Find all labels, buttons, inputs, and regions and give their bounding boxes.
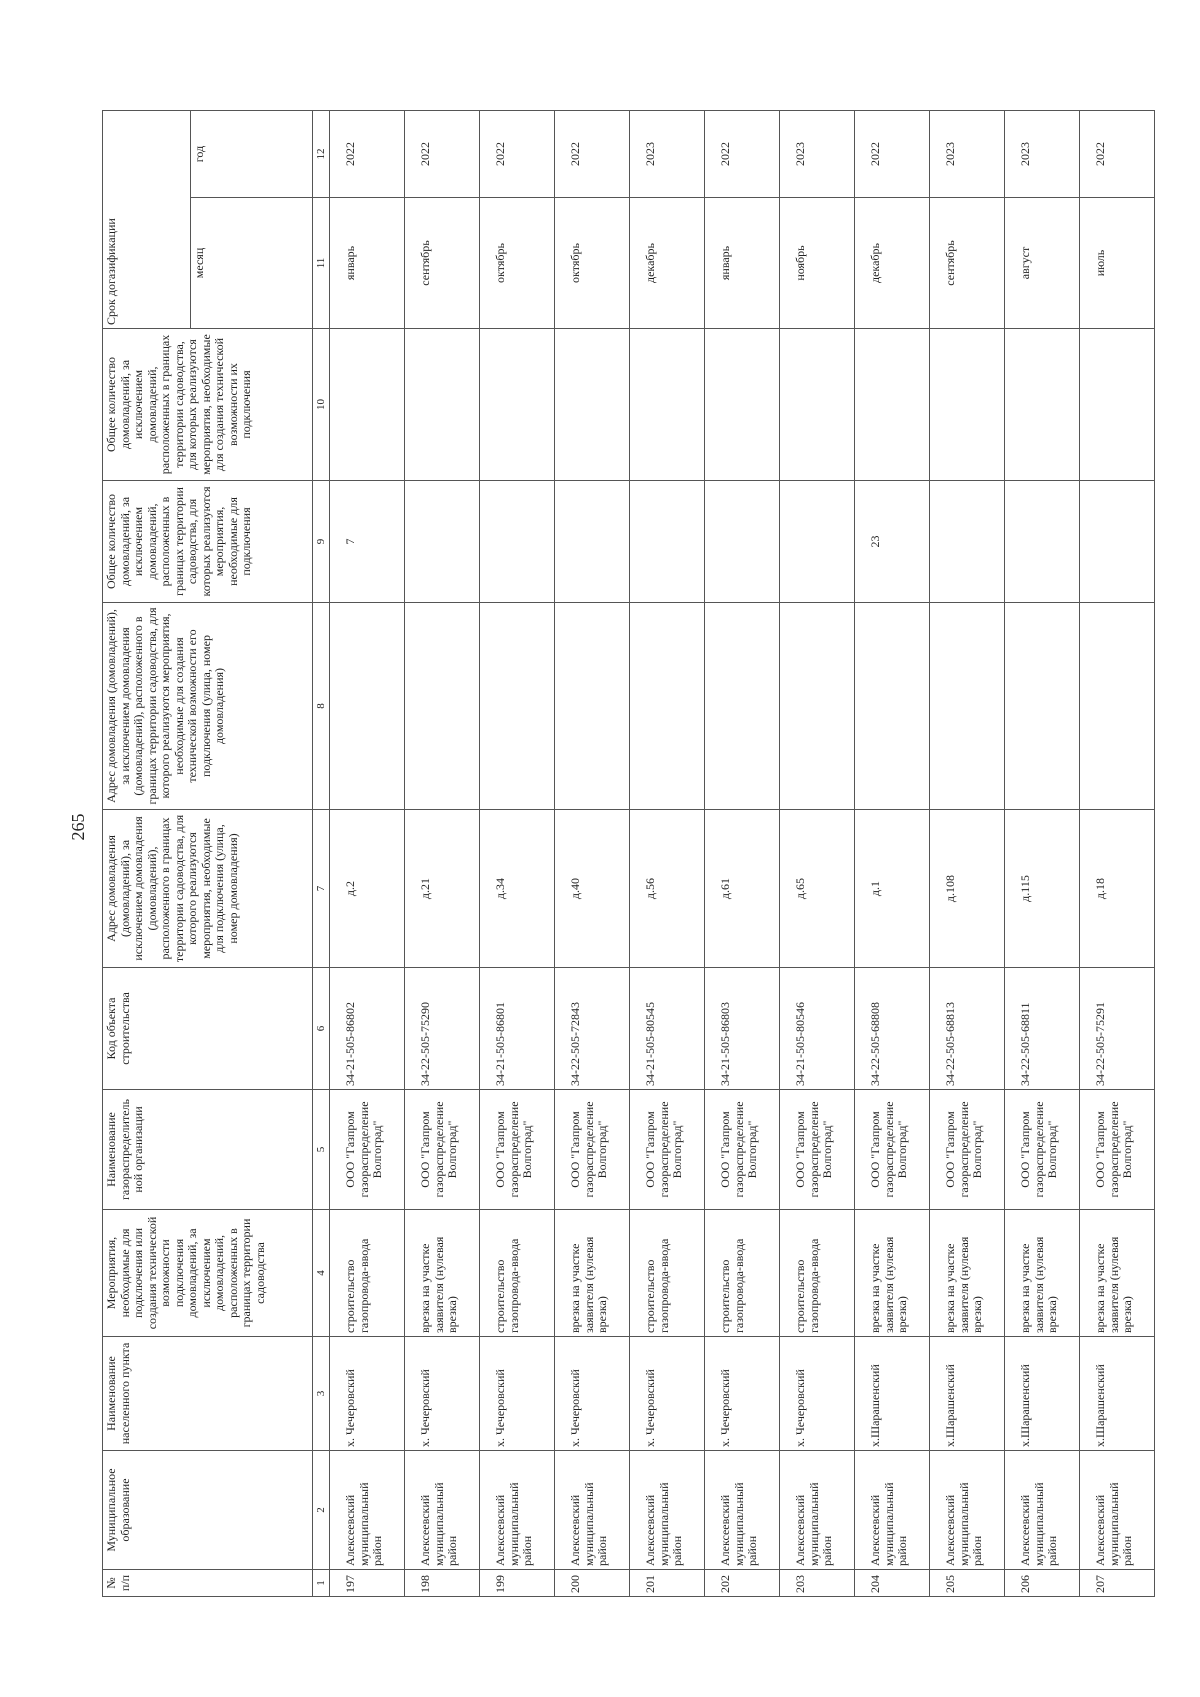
header-year: год (191, 110, 313, 197)
cell-count-capability (405, 329, 480, 481)
cell-object-code: 34-22-505-68813 (930, 968, 1005, 1090)
cell-gas-org: ООО "Газпром газораспределение Волгоград" (780, 1090, 855, 1210)
cell-object-code: 34-22-505-72843 (555, 968, 630, 1090)
cell-measure: врезка на участке заявителя (нулевая врезка) (405, 1210, 480, 1337)
cell-address-capability (1080, 603, 1155, 810)
cell-address-capability (330, 603, 405, 810)
cell-object-code: 34-21-505-86802 (330, 968, 405, 1090)
cell-deadline-year: 2023 (630, 110, 705, 197)
cell-gas-org: ООО "Газпром газораспределение Волгоград" (555, 1090, 630, 1210)
header-gas-org: Наименование газораспределитель ной организации (103, 1090, 313, 1210)
table-row (930, 110, 1005, 1596)
cell-count-connection (630, 481, 705, 603)
cell-deadline-month: август (1005, 198, 1080, 329)
header-address-capability: Адрес домовладения (домовладений), за исключением домовладения (домовладений), расположенного в границах территории садоводства, для которого реализуются мероприятия, необходимые для создания технической возможности его подключения (улица, номер домовладения) (103, 603, 313, 810)
cell-gas-org: ООО "Газпром газораспределение Волгоград" (405, 1090, 480, 1210)
header-settlement: Наименование населенного пункта (103, 1337, 313, 1451)
cell-measure: строительство газопровода-ввода (480, 1210, 555, 1337)
cell-object-code: 34-21-505-86803 (705, 968, 780, 1090)
cell-deadline-year: 2023 (780, 110, 855, 197)
cell-deadline-year: 2022 (855, 110, 930, 197)
cell-measure: врезка на участке заявителя (нулевая врезка) (1005, 1210, 1080, 1337)
page-number: 265 (68, 813, 88, 841)
cell-settlement: х.Шарашенский (1005, 1337, 1080, 1451)
table-row (780, 110, 855, 1596)
cell-settlement: х.Шарашенский (1080, 1337, 1155, 1451)
cell-address-connection: д.61 (705, 810, 780, 968)
cell-municipality: Алексеевский муниципальный район (555, 1451, 630, 1570)
cell-municipality: Алексеевский муниципальный район (480, 1451, 555, 1570)
header-object-code: Код объекта строительства (103, 968, 313, 1090)
cell-measure: врезка на участке заявителя (нулевая врезка) (930, 1210, 1005, 1337)
cell-count-capability (1005, 329, 1080, 481)
cell-deadline-month: сентябрь (405, 198, 480, 329)
cell-address-connection: д.2 (330, 810, 405, 968)
cell-gas-org: ООО "Газпром газораспределение Волгоград" (930, 1090, 1005, 1210)
cell-count-capability (1080, 329, 1155, 481)
cell-object-code: 34-21-505-80546 (780, 968, 855, 1090)
cell-count-capability (930, 329, 1005, 481)
cell-deadline-year: 2023 (1005, 110, 1080, 197)
cell-object-code: 34-22-505-68811 (1005, 968, 1080, 1090)
cell-municipality: Алексеевский муниципальный район (405, 1451, 480, 1570)
cell-count-capability (780, 329, 855, 481)
cell-settlement: х. Чечеровский (330, 1337, 405, 1451)
cell-address-connection: д.65 (780, 810, 855, 968)
cell-deadline-month: декабрь (855, 198, 930, 329)
cell-count-connection (1005, 481, 1080, 603)
cell-object-code: 34-22-505-68808 (855, 968, 930, 1090)
column-number: 6 (313, 968, 330, 1090)
cell-deadline-year: 2022 (705, 110, 780, 197)
table-header (103, 110, 330, 1596)
cell-deadline-month: январь (705, 198, 780, 329)
column-number: 3 (313, 1337, 330, 1451)
cell-address-connection: д.108 (930, 810, 1005, 968)
cell-municipality: Алексеевский муниципальный район (930, 1451, 1005, 1570)
cell-count-connection (705, 481, 780, 603)
cell-count-capability (330, 329, 405, 481)
cell-count-connection (780, 481, 855, 603)
cell-count-capability (855, 329, 930, 481)
header-count-capability: Общее количество домовладений, за исключением домовладений, расположенных в границах территории садоводства, для которых реализуются мероприятия, необходимые для создания технической возможности их подключения (103, 329, 313, 481)
rotated-table-wrapper (102, 111, 1162, 1597)
cell-address-capability (705, 603, 780, 810)
cell-settlement: х. Чечеровский (705, 1337, 780, 1451)
cell-municipality: Алексеевский муниципальный район (630, 1451, 705, 1570)
cell-settlement: х. Чечеровский (555, 1337, 630, 1451)
cell-row-number: 198 (405, 1570, 480, 1597)
cell-municipality: Алексеевский муниципальный район (780, 1451, 855, 1570)
cell-municipality: Алексеевский муниципальный район (330, 1451, 405, 1570)
cell-measure: строительство газопровода-ввода (780, 1210, 855, 1337)
cell-address-connection: д.18 (1080, 810, 1155, 968)
cell-measure: врезка на участке заявителя (нулевая врезка) (555, 1210, 630, 1337)
column-number: 12 (313, 110, 330, 197)
table-row (1080, 110, 1155, 1596)
table-row (480, 110, 555, 1596)
cell-count-capability (630, 329, 705, 481)
column-number: 8 (313, 603, 330, 810)
cell-settlement: х. Чечеровский (780, 1337, 855, 1451)
cell-deadline-month: ноябрь (780, 198, 855, 329)
cell-count-connection: 7 (330, 481, 405, 603)
cell-row-number: 202 (705, 1570, 780, 1597)
cell-gas-org: ООО "Газпром газораспределение Волгоград" (705, 1090, 780, 1210)
header-address-connection: Адрес домовладения (домовладений), за исключением домовладения (домовладений), расположенного в границах территории садоводства, для которого реализуются мероприятия, необходимые для подключения (улица, номер домовладения) (103, 810, 313, 968)
cell-count-capability (705, 329, 780, 481)
cell-deadline-year: 2022 (1080, 110, 1155, 197)
header-month: месяц (191, 198, 313, 329)
cell-object-code: 34-21-505-80545 (630, 968, 705, 1090)
cell-municipality: Алексеевский муниципальный район (855, 1451, 930, 1570)
cell-count-connection: 23 (855, 481, 930, 603)
table-row (405, 110, 480, 1596)
cell-row-number: 207 (1080, 1570, 1155, 1597)
cell-count-connection (1080, 481, 1155, 603)
cell-deadline-month: сентябрь (930, 198, 1005, 329)
cell-address-connection: д.1 (855, 810, 930, 968)
cell-address-capability (630, 603, 705, 810)
cell-gas-org: ООО "Газпром газораспределение Волгоград" (480, 1090, 555, 1210)
cell-measure: строительство газопровода-ввода (630, 1210, 705, 1337)
cell-settlement: х. Чечеровский (480, 1337, 555, 1451)
cell-measure: строительство газопровода-ввода (330, 1210, 405, 1337)
cell-row-number: 206 (1005, 1570, 1080, 1597)
table-row (855, 110, 930, 1596)
cell-count-connection (405, 481, 480, 603)
cell-deadline-month: октябрь (480, 198, 555, 329)
table-row (555, 110, 630, 1596)
cell-object-code: 34-21-505-86801 (480, 968, 555, 1090)
cell-row-number: 201 (630, 1570, 705, 1597)
cell-count-capability (555, 329, 630, 481)
cell-deadline-month: январь (330, 198, 405, 329)
cell-municipality: Алексеевский муниципальный район (705, 1451, 780, 1570)
cell-address-capability (480, 603, 555, 810)
cell-address-capability (1005, 603, 1080, 810)
column-number: 10 (313, 329, 330, 481)
cell-address-capability (780, 603, 855, 810)
table-row (630, 110, 705, 1596)
column-number: 9 (313, 481, 330, 603)
cell-measure: строительство газопровода-ввода (705, 1210, 780, 1337)
cell-address-connection: д.34 (480, 810, 555, 968)
cell-count-connection (930, 481, 1005, 603)
cell-count-connection (480, 481, 555, 603)
cell-object-code: 34-22-505-75290 (405, 968, 480, 1090)
cell-municipality: Алексеевский муниципальный район (1080, 1451, 1155, 1570)
cell-municipality: Алексеевский муниципальный район (1005, 1451, 1080, 1570)
table-body (330, 110, 1155, 1596)
cell-row-number: 204 (855, 1570, 930, 1597)
cell-count-capability (480, 329, 555, 481)
table-row (330, 110, 405, 1596)
header-municipality: Муниципальное образование (103, 1451, 313, 1570)
cell-address-capability (855, 603, 930, 810)
cell-deadline-year: 2022 (330, 110, 405, 197)
header-row-number: № п/п (103, 1570, 313, 1597)
cell-deadline-month: июль (1080, 198, 1155, 329)
cell-measure: врезка на участке заявителя (нулевая врезка) (1080, 1210, 1155, 1337)
cell-gas-org: ООО "Газпром газораспределение Волгоград" (1080, 1090, 1155, 1210)
cell-row-number: 199 (480, 1570, 555, 1597)
cell-gas-org: ООО "Газпром газораспределение Волгоград" (630, 1090, 705, 1210)
cell-gas-org: ООО "Газпром газораспределение Волгоград" (1005, 1090, 1080, 1210)
cell-deadline-month: октябрь (555, 198, 630, 329)
cell-address-connection: д.40 (555, 810, 630, 968)
cell-address-capability (930, 603, 1005, 810)
table-row (1005, 110, 1080, 1596)
column-number: 1 (313, 1570, 330, 1597)
column-number: 4 (313, 1210, 330, 1337)
cell-measure: врезка на участке заявителя (нулевая врезка) (855, 1210, 930, 1337)
cell-settlement: х.Шарашенский (930, 1337, 1005, 1451)
cell-gas-org: ООО "Газпром газораспределение Волгоград" (855, 1090, 930, 1210)
column-number: 2 (313, 1451, 330, 1570)
column-number: 5 (313, 1090, 330, 1210)
column-number: 11 (313, 198, 330, 329)
cell-settlement: х. Чечеровский (630, 1337, 705, 1451)
cell-deadline-year: 2022 (480, 110, 555, 197)
cell-settlement: х. Чечеровский (405, 1337, 480, 1451)
cell-settlement: х.Шарашенский (855, 1337, 930, 1451)
cell-row-number: 197 (330, 1570, 405, 1597)
cell-gas-org: ООО "Газпром газораспределение Волгоград" (330, 1090, 405, 1210)
cell-count-connection (555, 481, 630, 603)
cell-row-number: 205 (930, 1570, 1005, 1597)
cell-deadline-year: 2022 (555, 110, 630, 197)
cell-deadline-month: декабрь (630, 198, 705, 329)
cell-deadline-year: 2022 (405, 110, 480, 197)
gasification-table (102, 110, 1155, 1597)
column-number: 7 (313, 810, 330, 968)
cell-address-connection: д.21 (405, 810, 480, 968)
cell-row-number: 200 (555, 1570, 630, 1597)
cell-deadline-year: 2023 (930, 110, 1005, 197)
cell-address-connection: д.115 (1005, 810, 1080, 968)
cell-object-code: 34-22-505-75291 (1080, 968, 1155, 1090)
cell-address-connection: д.56 (630, 810, 705, 968)
table-row (705, 110, 780, 1596)
cell-address-capability (405, 603, 480, 810)
cell-row-number: 203 (780, 1570, 855, 1597)
header-count-connection: Общее количество домовладений, за исключением домовладений, расположенных в границах территории садоводства, для которых реализуются мероприятия, необходимые для подключения (103, 481, 313, 603)
cell-address-capability (555, 603, 630, 810)
header-measures: Мероприятия, необходимые для подключения или создания технической возможности подключения домовладений, за исключением домовладений, расположенных в границах территории садоводства (103, 1210, 313, 1337)
header-deadline: Срок догазификации (103, 110, 191, 328)
